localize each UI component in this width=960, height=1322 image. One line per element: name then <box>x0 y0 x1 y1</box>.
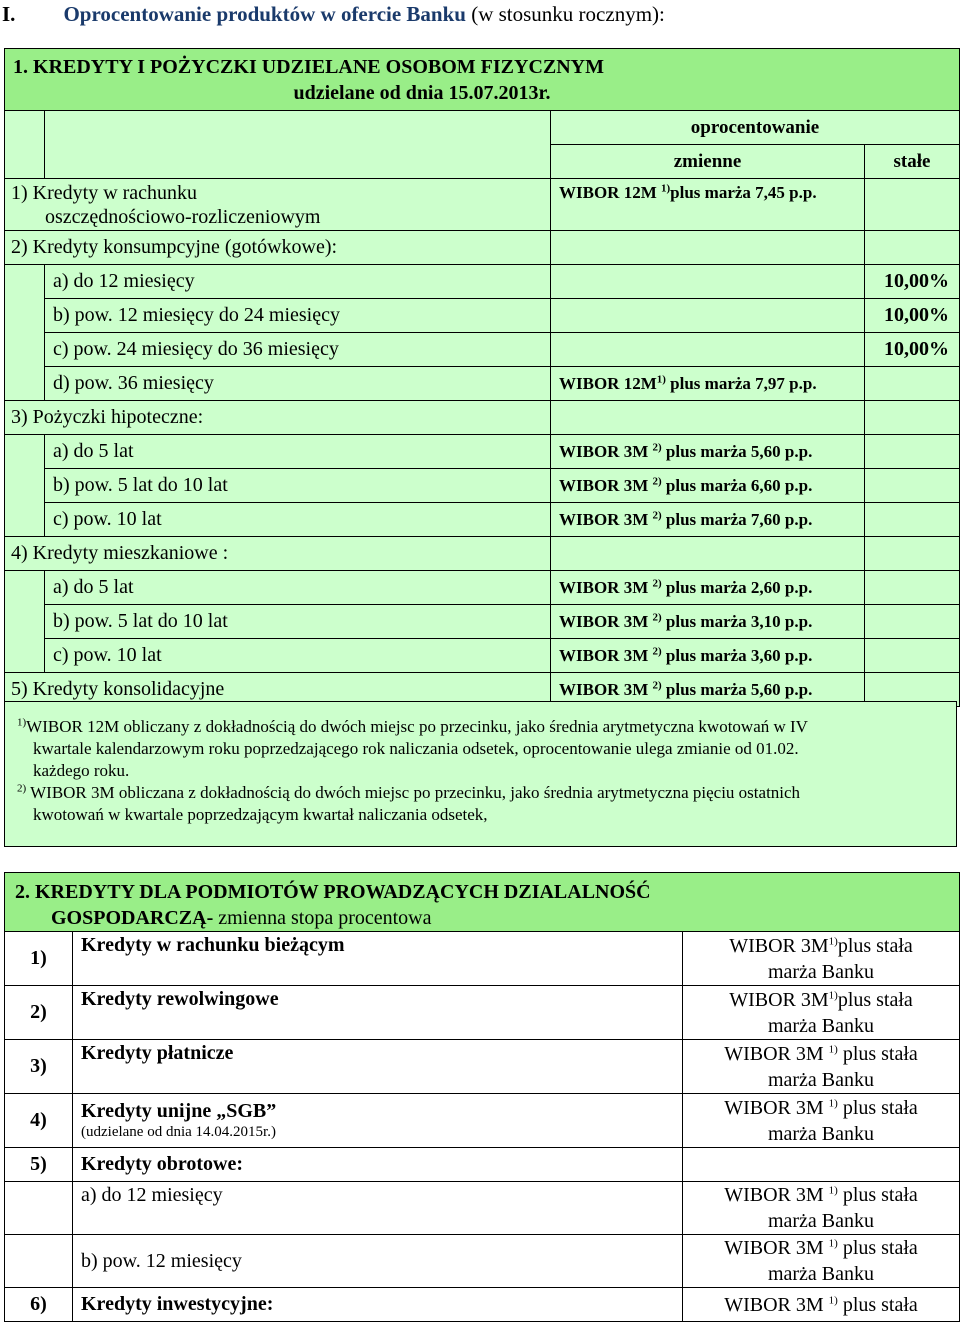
s1-row-label: d) pow. 36 miesięcy <box>45 367 551 401</box>
page-heading <box>2 2 665 27</box>
heading-suffix: (w stosunku rocznym): <box>465 2 665 26</box>
s1-row-fixed: 10,00% <box>865 299 960 333</box>
s1-row-label: c) pow. 24 miesięcy do 36 miesięcy <box>45 333 551 367</box>
s1-row-label: c) pow. 10 lat <box>45 503 551 537</box>
section1-title <box>5 49 960 111</box>
section2-title: 2. KREDYTY DLA PODMIOTÓW PROWADZĄCYCH DZIALALNOŚĆ GOSPODARCZĄ- zmienna stopa procentowa <box>5 873 960 932</box>
s1-row-rate: WIBOR 3M $^{2)}$ plus marża 3,10 p.p. <box>551 605 865 639</box>
header-oprocentowanie: oprocentowanie <box>551 111 960 145</box>
s1-row-label: a) do 5 lat <box>45 571 551 605</box>
s1-row-label: 2) Kredyty konsumpcyjne (gotówkowe): <box>5 231 551 265</box>
section1-title-line2: udzielane od dnia 15.07.2013r. <box>293 81 551 104</box>
s1-row-rate: WIBOR 3M $^{2)}$ plus marża 5,60 p.p. <box>551 435 865 469</box>
s2-row-rate: WIBOR 3M $^{1)}$ plus stała marża Banku <box>683 1040 960 1094</box>
s2-row-rate: WIBOR 3M $^{1)}$ plus stała <box>683 1288 960 1322</box>
s1-row-rate: WIBOR 3M $^{2)}$ plus marża 3,60 p.p. <box>551 639 865 673</box>
s2-row-label: a) do 12 miesięcy <box>73 1182 683 1235</box>
s1-row-rate: WIBOR 3M $^{2)}$ plus marża 2,60 p.p. <box>551 571 865 605</box>
s1-row-label: b) pow. 5 lat do 10 lat <box>45 469 551 503</box>
s2-row-label: Kredyty w rachunku bieżącym <box>73 932 683 986</box>
header-stale: stałe <box>865 145 960 179</box>
heading-number: I. <box>2 2 16 26</box>
s2-row-label: Kredyty rewolwingowe <box>73 986 683 1040</box>
footnotes: $^{1)}$WIBOR 12M obliczany z dokładnością do dwóch miejsc po przecinku, jako średnia arytmetyczna kwotowań w IV kwartale kalendarzowym roku poprzedzającego rok naliczania odsetek, oprocentowanie ulega zmianie od 01.02. każdego roku. $^{2)}$ WIBOR 3M obliczana z dokładnością do dwóch miejsc po przecinku, jako średnia arytmetyczna pięciu ostatnich kwotowań w kwartale poprzedzającym kwartał naliczania odsetek, <box>4 701 957 847</box>
s1-row-rate: WIBOR 3M $^{2)}$ plus marża 5,60 p.p. <box>551 673 865 707</box>
s1-row-rate: WIBOR 3M $^{2)}$ plus marża 6,60 p.p. <box>551 469 865 503</box>
header-zmienne: zmienne <box>551 145 865 179</box>
s2-row-rate: WIBOR 3M $^{1)}$ plus stała marża Banku <box>683 1094 960 1148</box>
s1-row-label: a) do 5 lat <box>45 435 551 469</box>
s1-row-label: c) pow. 10 lat <box>45 639 551 673</box>
s1-row-label: 4) Kredyty mieszkaniowe : <box>5 537 551 571</box>
s2-row-rate: WIBOR $3M^{1)}plus$ stała marża Banku <box>683 986 960 1040</box>
s2-row-rate: WIBOR $3M^{1)}plus$ stała marża Banku <box>683 932 960 986</box>
footnote-1: $^{1)}$WIBOR 12M obliczany z dokładnością do dwóch miejsc po przecinku, jako średnia arytmetyczna kwotowań w IV <box>17 716 808 736</box>
heading-title: Oprocentowanie produktów w ofercie Banku <box>63 2 466 26</box>
s2-row-rate: WIBOR 3M $^{1)}$ plus stała marża Banku <box>683 1182 960 1235</box>
s2-row-label: Kredyty obrotowe: <box>73 1148 683 1182</box>
s2-row-label: b) pow. 12 miesięcy <box>73 1235 683 1288</box>
s1-row-fixed: 10,00% <box>865 333 960 367</box>
s2-row-rate: WIBOR 3M $^{1)}$ plus stała marża Banku <box>683 1235 960 1288</box>
s1-row-label: 1) Kredyty w rachunku oszczędnościowo-rozliczeniowym <box>5 179 551 231</box>
s1-row-label: 5) Kredyty konsolidacyjne <box>5 673 551 707</box>
s1-row-label: b) pow. 5 lat do 10 lat <box>45 605 551 639</box>
s1-row-rate: WIBOR $12M^{1)}$ plus marża 7,97 p.p. <box>551 367 865 401</box>
s1-row-fixed: 10,00% <box>865 265 960 299</box>
footnote-2: $^{2)}$ WIBOR 3M obliczana z dokładnością do dwóch miejsc po przecinku, jako średnia arytmetyczna pięciu ostatnich <box>17 782 801 802</box>
s1-row-label: 3) Pożyczki hipoteczne: <box>5 401 551 435</box>
s1-row-label: b) pow. 12 miesięcy do 24 miesięcy <box>45 299 551 333</box>
s1-row-label: a) do 12 miesięcy <box>45 265 551 299</box>
s2-row-label: Kredyty płatnicze <box>73 1040 683 1094</box>
s1-row-rate: WIBOR 3M $^{2)}$ plus marża 7,60 p.p. <box>551 503 865 537</box>
s2-row-label: Kredyty inwestycyjne: <box>73 1288 683 1322</box>
section1-title-line1: 1. KREDYTY I POŻYCZKI UDZIELANE OSOBOM FIZYCZNYM <box>13 55 604 78</box>
s1-row-rate: WIBOR 12M $^{1)}$plus marża 7,45 p.p. <box>551 179 865 231</box>
s2-row-label: Kredyty unijne „SGB” (udzielane od dnia 14.04.2015r.) <box>73 1094 683 1148</box>
section2-table: 2. KREDYTY DLA PODMIOTÓW PROWADZĄCYCH DZIALALNOŚĆ GOSPODARCZĄ- zmienna stopa procentowa 1) Kredyty w rachunku bieżącym WIBOR $3M^{1)}plus$ stała marża Banku 2) Kredyty rewolwingowe WIBOR $3M^{1)}plus$ stała marża Banku 3) Kredyty płatnicze WIBOR 3M $^{1)}$ plus stała marża Banku 4) Kredyty unijne „SGB” (udzielane od dnia 14.04.2015r.) WIBOR 3M $^{1)}$ plus stała marża Banku 5) Kredyty obrotowe: a) do 12 miesięcy WIBOR 3M $^{1)}$ plus stała marża Banku b) pow. 12 miesięcy WIBOR 3M $^{1)}$ plus stała marża Banku 6) Kredyty inwestycyjne: WIBOR 3M $^{1)}$ plus stała <box>4 872 960 1322</box>
section1-table <box>4 48 960 707</box>
